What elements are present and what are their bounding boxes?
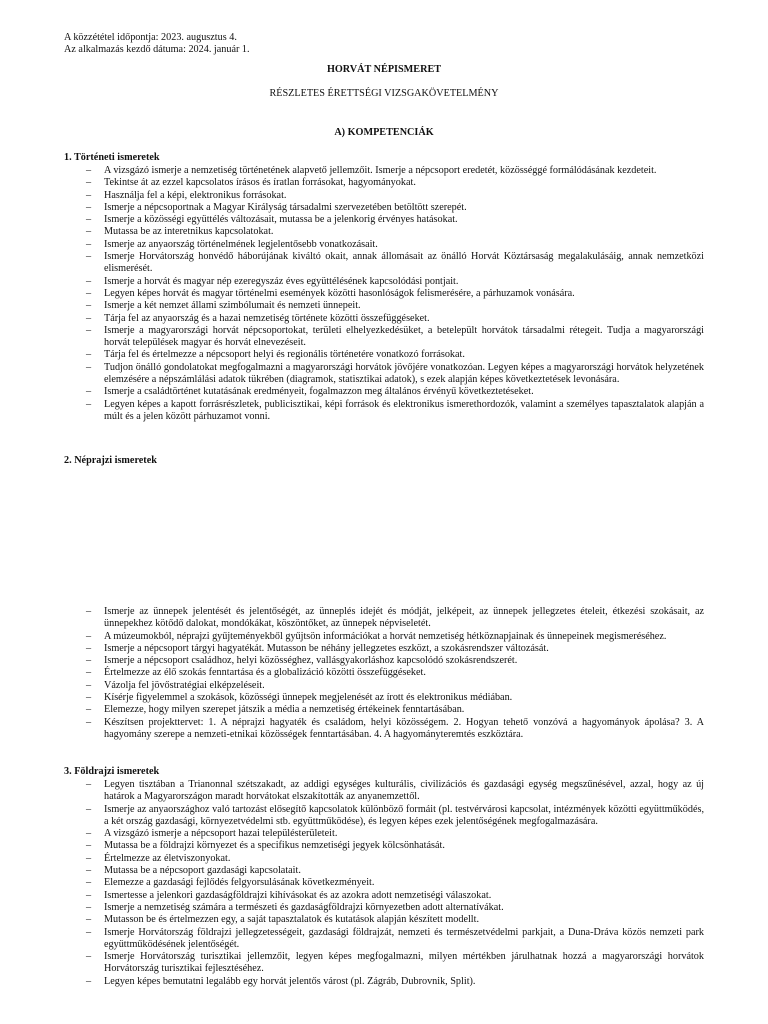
list-item: – Ismertesse a jelenkori gazdaságföldrajzi kihívásokat és az azokra adott nemzetiségi válaszokat. — [0, 890, 768, 902]
list-item: – Készítsen projekttervet: 1. A néprajzi hagyaték és családom, helyi közösségem. 2. Hogyan tehető vonzóvá a hagyományok ápolása? 3. A hagyomány szerepe a nemzeti-etnikai közösségek fenntartásában. 4. A hagyományteremtés eszköztára. — [0, 717, 768, 742]
list-item: – Ismerje a magyarországi horvát népcsoportokat, területi elhelyezkedésüket, a betelepült horvátok társadalmi rétegeit. Tudja a magyarországi horvát települések magyar és horvát elnevezéseit. — [0, 325, 768, 350]
list-item: – Ismerje a népcsoport családhoz, helyi közösséghez, vallásgyakorláshoz kapcsolódó szokásrendszerét. — [0, 655, 768, 667]
list-item: – Ismerje Horvátország földrajzi jellegzetességeit, gazdasági földrajzát, nemzeti és természetvédelmi parkjait, a Duna-Dráva közös nemzeti park együttműködésének jelentőségét. — [0, 927, 768, 952]
list-item: – Értelmezze az élő szokás fenntartása és a globalizáció közötti összefüggéseket. — [0, 667, 768, 679]
list-item: – Ismerje az ünnepek jelentését és jelentőségét, az ünneplés idejét és módját, jelképeit, az ünnepek jellegzetes ételeit, étkezési szokásait, az ünnepekhez kötődő dalokat, mondókákat, köszöntőket, az ünnepek népviseletét. — [0, 606, 768, 631]
list-item: – Legyen képes bemutatni legalább egy horvát jelentős várost (pl. Zágráb, Dubrovnik, Split). — [0, 976, 768, 988]
list-item: – Ismerje a közösségi együttélés változásait, mutassa be a jelenkorig érvényes hatásokat. — [0, 214, 768, 226]
list-item: – Ismerje a népcsoport tárgyi hagyatékát. Mutasson be néhány jellegzetes eszközt, a szokásrendszer változását. — [0, 643, 768, 655]
list-item: – Elemezze, hogy milyen szerepet játszik a média a nemzetiség értékeinek fenntartásában. — [0, 704, 768, 716]
list-item: – A múzeumokból, néprajzi gyűjteményekből gyűjtsön információkat a horvát nemzetiség hétköznapjainak és ünnepeinek megismeréséhez. — [0, 631, 768, 643]
list-item: – Ismerje a nemzetiség számára a természeti és gazdaságföldrajzi környezetben adott alternatívákat. — [0, 902, 768, 914]
ethnography-items-list — [0, 606, 768, 741]
document-subtitle: RÉSZLETES ÉRETTSÉGI VIZSGAKÖVETELMÉNY — [269, 88, 499, 99]
list-item: – Legyen képes a kapott forrásrészletek, publicisztikai, képi források és elektronikus ismerethordozók, valamint a személyes tapasztalatok alapján a múlt és a jelen között párhuzamot vonni. — [0, 399, 768, 424]
list-item: – Ismerje az anyaország történelmének legjelentősebb vonatkozásait. — [0, 239, 768, 251]
section-heading-ethnography: 2. Néprajzi ismeretek — [64, 455, 157, 466]
list-item: – Tekintse át az ezzel kapcsolatos írásos és íratlan forrásokat, hagyományokat. — [0, 177, 768, 189]
list-item: – Ismerje a családtörténet kutatásának eredményeit, fogalmazzon meg általános érvényű következtetéseket. — [0, 386, 768, 398]
list-item: – Ismerje az anyaországhoz való tartozást elősegítő kapcsolatok különböző formáit (pl. testvérvárosi kapcsolat, intézmények közötti együttműködés, a két ország gazdasági, környezetvédelmi stb. együttműködése), és legyen képes ezek jelentőségének megfogalmazására. — [0, 804, 768, 829]
list-item: – A vizsgázó ismerje a népcsoport hazai településterületeit. — [0, 828, 768, 840]
geography-items-list — [0, 779, 768, 988]
publication-date: A közzététel időpontja: 2023. augusztus 4. — [64, 32, 237, 43]
list-item: – Legyen tisztában a Trianonnal szétszakadt, az addigi egységes kulturális, civilizációs és gazdasági egység megszűnésével, azzal, hogy az új határok a Magyarországon maradt horvátokat elszakították az anyanemzettől. — [0, 779, 768, 804]
list-item: – Értelmezze az életviszonyokat. — [0, 853, 768, 865]
list-item: – Vázolja fel jövőstratégiai elképzeléseit. — [0, 680, 768, 692]
history-items-list — [0, 165, 768, 423]
list-item: – Használja fel a képi, elektronikus forrásokat. — [0, 190, 768, 202]
list-item: – Tárja fel az anyaország és a hazai nemzetiség története közötti összefüggéseket. — [0, 313, 768, 325]
list-item: – Kísérje figyelemmel a szokások, közösségi ünnepek megjelenését az írott és elektronikus médiában. — [0, 692, 768, 704]
list-item: – Ismerje Horvátország turisztikai jellemzőit, legyen képes megfogalmazni, milyen mértékben járulhatnak hozzá a magyarországi horvátok Horvátország turisztikai fejlesztéséhez. — [0, 951, 768, 976]
document-title: HORVÁT NÉPISMERET — [326, 64, 442, 75]
list-item: – Ismerje Horvátország honvédő háborújának kiváltó okait, annak állomásait az önálló Horvát Köztársaság megalakulásáig, annak nemzetközi elismerését. — [0, 251, 768, 276]
list-item: – Tárja fel és értelmezze a népcsoport helyi és regionális történetére vonatkozó forrásokat. — [0, 349, 768, 361]
list-item: – Mutassa be az interetnikus kapcsolatokat. — [0, 226, 768, 238]
list-item: – Mutassa be a földrajzi környezet és a specifikus nemzetiségi jegyek kölcsönhatását. — [0, 840, 768, 852]
list-item: – Mutassa be a népcsoport gazdasági kapcsolatait. — [0, 865, 768, 877]
list-item: – Elemezze a gazdasági fejlődés felgyorsulásának következményeit. — [0, 877, 768, 889]
list-item: – Tudjon önálló gondolatokat megfogalmazni a magyarországi horvátok jövőjére vonatkozóan. Legyen képes a magyarországi horvátok helyzetének elemzésére a népszámlálási adatok tükrében (diagramok, statisztikai adatok), s ezek alapján képes következtetések levonására. — [0, 362, 768, 387]
list-item: – Ismerje a népcsoportnak a Magyar Királyság társadalmi szervezetében betöltött szerepét. — [0, 202, 768, 214]
section-heading-history: 1. Történeti ismeretek — [64, 152, 160, 163]
section-heading-geography: 3. Földrajzi ismeretek — [64, 766, 160, 777]
list-item: – Ismerje a két nemzet állami szimbólumait és nemzeti ünnepeit. — [0, 300, 768, 312]
list-item: – Mutasson be és értelmezzen egy, a saját tapasztalatok és kutatások alapján készített modellt. — [0, 914, 768, 926]
document-meta — [64, 32, 250, 57]
list-item: – A vizsgázó ismerje a nemzetiség történetének alapvető jellemzőit. Ismerje a népcsoport eredetét, közösséggé formálódásának kezdeteit. — [0, 165, 768, 177]
effective-date: Az alkalmazás kezdő dátuma: 2024. január 1. — [64, 44, 250, 56]
competencies-heading: A) KOMPETENCIÁK — [334, 127, 434, 138]
list-item: – Legyen képes horvát és magyar történelmi események közötti hasonlóságok felismerésére, a párhuzamok vonására. — [0, 288, 768, 300]
list-item: – Ismerje a horvát és magyar nép ezeregyszáz éves együttélésének kapcsolódási pontjait. — [0, 276, 768, 288]
